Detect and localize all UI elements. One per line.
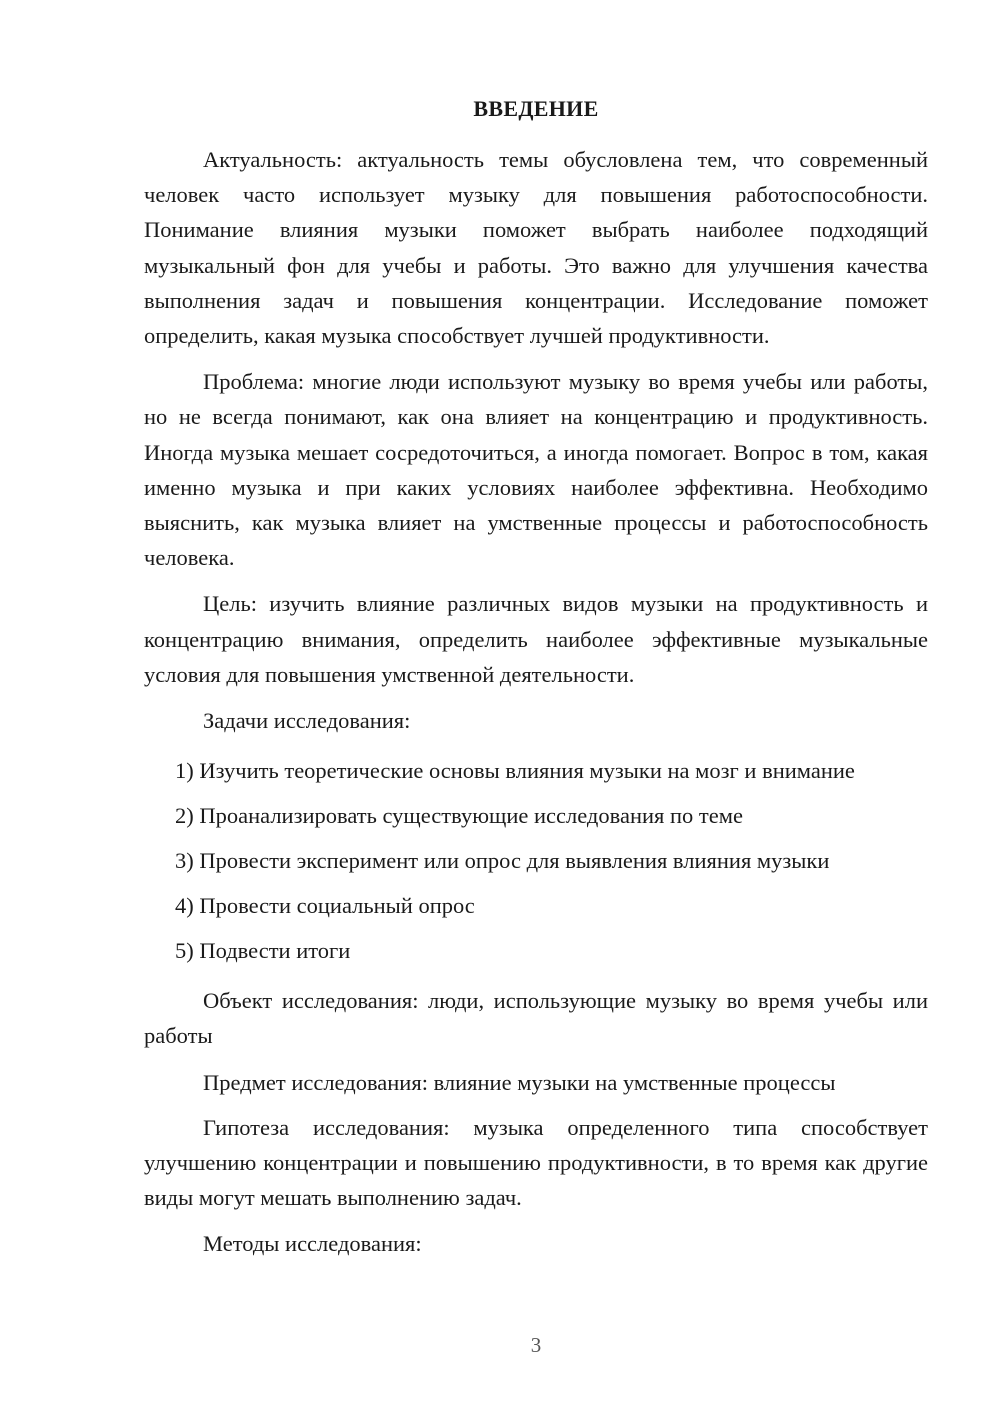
methods-heading: Методы исследования: [203,1231,422,1257]
subject-paragraph: Предмет исследования: влияние музыки на умственные процессы [203,1069,836,1095]
problem-paragraph: Проблема: многие люди используют музыку во время учебы или работы, но не всегда понимают, как она влияет на концентрацию и продуктивность. Иногда музыка мешает сосредоточиться, а иногда помогает. Вопрос в том, какая именно музыка и при каких условиях наиболее эффективна. Необходимо выяснить, как музыка влияет на умственные процессы и работоспособность человека. [144,369,928,571]
task-item: 5) Подвести итоги [175,938,351,964]
tasks-list [144,748,928,973]
section-heading: ВВЕДЕНИЕ [473,96,599,121]
task-item: 1) Изучить теоретические основы влияния музыки на мозг и внимание [175,758,855,784]
hypothesis-paragraph: Гипотеза исследования: музыка определенного типа способствует улучшению концентрации и повышению продуктивности, в то время как другие виды могут мешать выполнению задач. [144,1114,928,1211]
task-item: 3) Провести эксперимент или опрос для выявления влияния музыки [175,848,830,874]
page-number: 3 [530,1333,542,1357]
object-paragraph: Объект исследования: люди, использующие музыку во время учебы или работы [144,988,928,1049]
task-item: 2) Проанализировать существующие исследования по теме [175,803,743,829]
task-item: 4) Провести социальный опрос [175,893,475,919]
page-body [144,142,928,1272]
relevance-paragraph: Актуальность: актуальность темы обусловлена тем, что современный человек часто использует музыку для повышения работоспособности. Понимание влияния музыки поможет выбрать наиболее подходящий музыкальный фон для учебы и работы. Это важно для улучшения качества выполнения задач и повышения концентрации. Исследование поможет определить, какая музыка способствует лучшей продуктивности. [144,147,928,349]
tasks-heading: Задачи исследования: [203,708,411,734]
goal-paragraph: Цель: изучить влияние различных видов музыки на продуктивность и концентрацию внимания, определить наиболее эффективные музыкальные условия для повышения умственной деятельности. [144,591,928,687]
